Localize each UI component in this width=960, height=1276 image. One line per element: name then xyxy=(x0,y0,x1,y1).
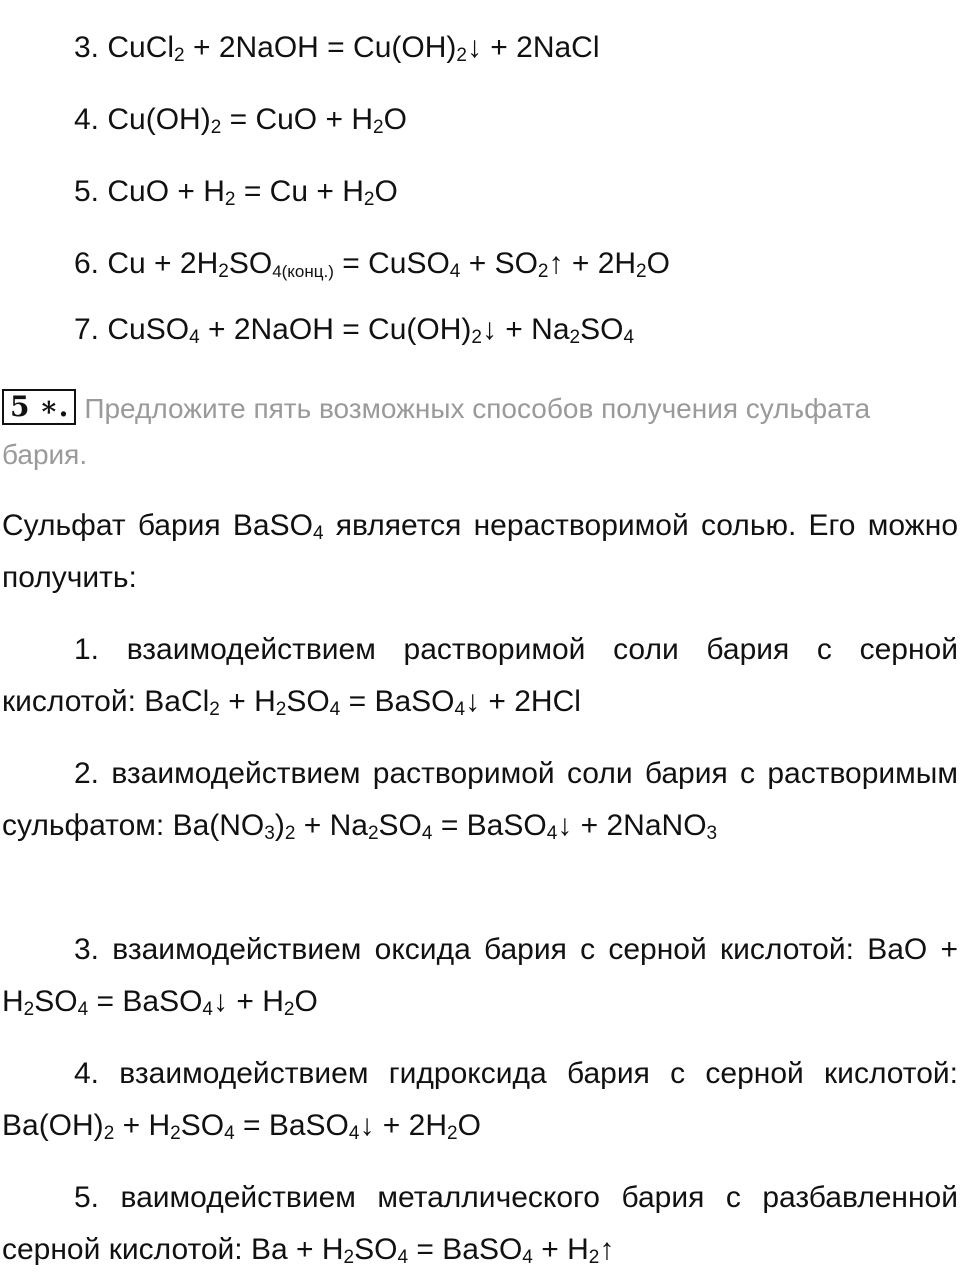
equation-7: 7. CuSO$_4$ + 2NaOH = $Cu(OH)_2↓ + Na_2SO_4$ xyxy=(74,313,635,348)
task-number-badge: 5 ∗. xyxy=(2,389,76,425)
method-1: 1. взаимодействием растворимой соли бария с серной кислотой: BaCl$_2$ + $H_2SO_4$ = BaSO$_4$↓ + 2HCl xyxy=(2,633,958,720)
task-statement xyxy=(2,386,952,478)
method-2: 2. взаимодействием растворимой соли бария с растворимым сульфатом: $Ba(NO_3)_2 + Na_2SO_4$ = BaSO$_4$↓ + 2NaNO$_3$ xyxy=(2,757,958,844)
equation-4: 4. $Cu(OH)_2$ = CuO + $H_2O$ xyxy=(74,103,407,138)
method-3: 3. взаимодействием оксида бария с серной кислотой: BaO + $H_2SO_4$ = BaSO$_4$↓ + $H_2O$ xyxy=(2,933,958,1020)
equation-6: 6. $Cu + 2H_2SO_{4(конц.)}$ = CuSO$_4$ + $SO_2↑ + 2H_2O$ xyxy=(74,247,670,282)
equation-5: 5. CuO + $H_2 = Cu + H_2O$ xyxy=(74,175,398,210)
method-3-equation: BaO + $H_2SO_4$ = BaSO$_4$↓ + $H_2O$ xyxy=(2,933,958,1020)
method-5-equation: $Ba + H_2SO_4$ = BaSO$_4$ + $H_2↑$ xyxy=(250,1233,615,1268)
method-4-equation: $Ba(OH)_2 + H_2SO_4$ = BaSO$_4$↓ + $2H_2O$ xyxy=(2,1109,481,1144)
method-1-equation: BaCl$_2$ + $H_2SO_4$ = BaSO$_4$↓ + 2HCl xyxy=(144,685,581,720)
method-5: 5. ваимодействием металлического бария с разбавленной серной кислотой: $Ba + H_2SO_4$ = BaSO$_4$ + $H_2↑$ xyxy=(2,1181,958,1268)
method-2-equation: $Ba(NO_3)_2 + Na_2SO_4$ = BaSO$_4$↓ + 2NaNO$_3$ xyxy=(172,809,718,844)
method-4: 4. взаимодействием гидроксида бария с серной кислотой: $Ba(OH)_2 + H_2SO_4$ = BaSO$_4$↓ + $2H_2O$ xyxy=(2,1057,958,1144)
equation-3: 3. CuCl$_2$ + 2NaOH = $Cu(OH)_2↓$ + 2NaCl xyxy=(74,31,600,66)
task-text: Предложите пять возможных способов получения сульфата бария. xyxy=(2,393,871,470)
intro-paragraph: Сульфат бария BaSO$_4$ является нерастворимой солью. Его можно получить: xyxy=(2,509,958,594)
